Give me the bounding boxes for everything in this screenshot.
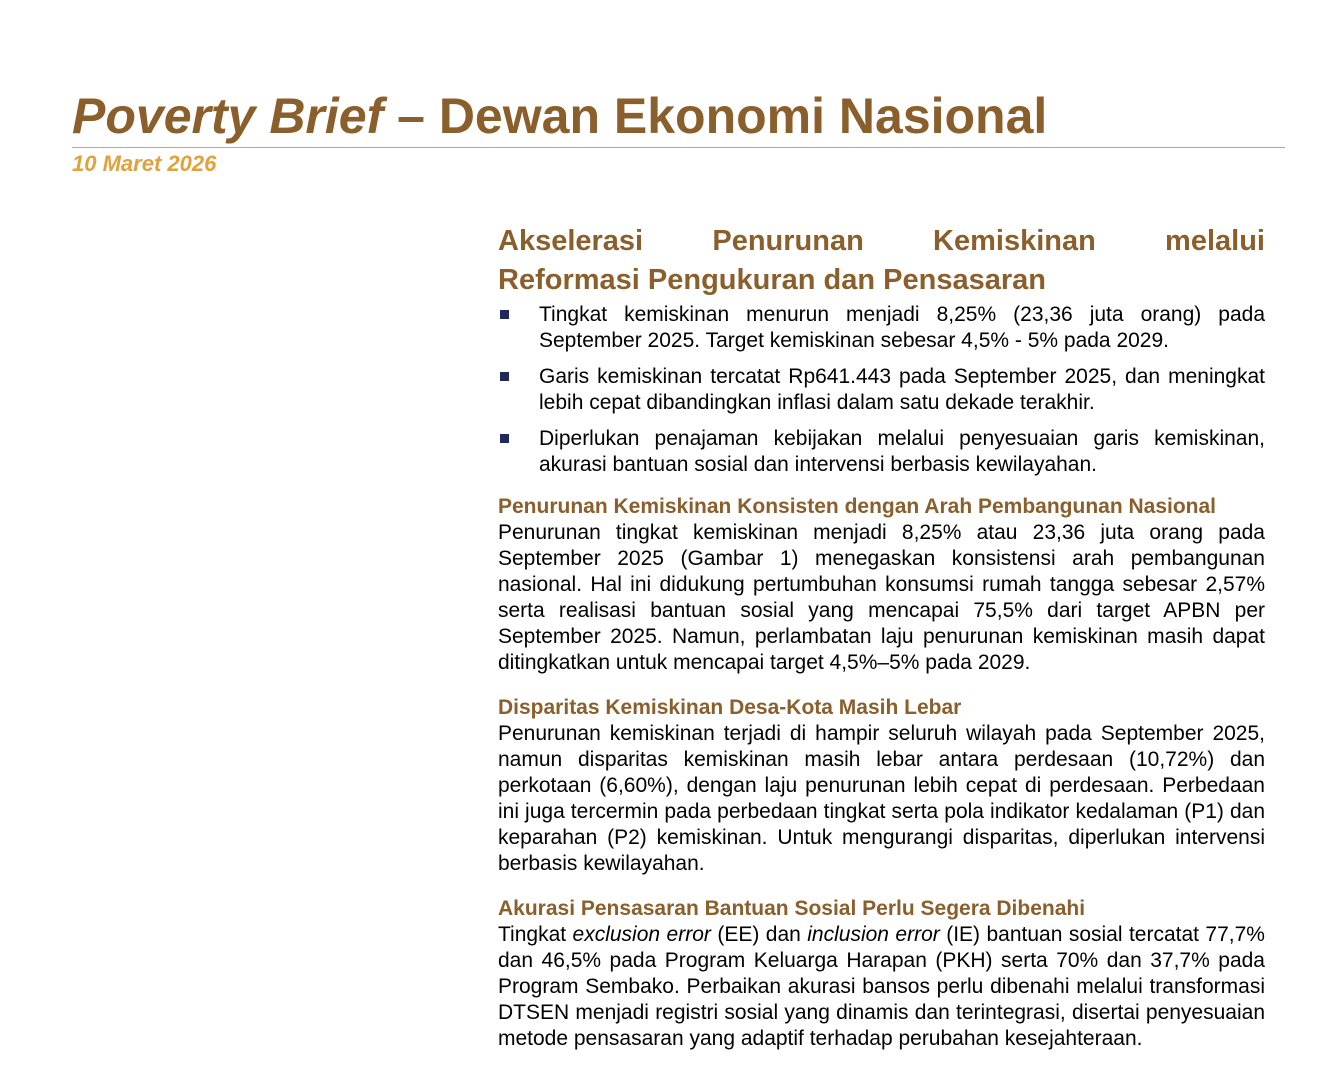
section-poverty-decline (498, 494, 1265, 676)
section-body-text: Tingkat (498, 923, 573, 946)
key-point-text: Tingkat kemiskinan menurun menjadi 8,25% (23,36 juta orang) pada September 2025. Target kemiskinan sebesar 4,5% - 5% pada 2029. (539, 303, 1265, 352)
section-body: Penurunan kemiskinan terjadi di hampir seluruh wilayah pada September 2025, namun disparitas kemiskinan masih lebar antara perdesaan (10,72%) dan perkotaan (6,60%), dengan laju penurunan lebih cepat di perdesaan. Perbedaan ini juga tercermin pada perbedaan tingkat serta pola indikator kedalaman (P1) dan keparahan (P2) kemiskinan. Untuk mengurangi disparitas, diperlukan intervensi berbasis kewilayahan. (498, 722, 1265, 875)
main-heading-line-2: Reformasi Pengukuran dan Pensasaran (498, 264, 1046, 296)
square-bullet-icon (500, 372, 509, 381)
section-body-term-inclusion: inclusion error (807, 923, 940, 946)
page-title-italic: Poverty Brief (72, 88, 384, 144)
key-points-list (498, 302, 1265, 478)
section-social-assistance-targeting (498, 896, 1265, 1052)
square-bullet-icon (500, 310, 509, 319)
key-point-text: Garis kemiskinan tercatat Rp641.443 pada September 2025, dan meningkat lebih cepat dibandingkan inflasi dalam satu dekade terakhir. (539, 365, 1265, 414)
section-title: Akurasi Pensasaran Bantuan Sosial Perlu Segera Dibenahi (498, 897, 1086, 920)
publication-date: 10 Maret 2026 (72, 151, 217, 176)
key-point (498, 426, 1265, 478)
section-body-text: (IE) bantuan sosial tercatat 77,7% dan 46,5% pada Program Keluarga Harapan (PKH) serta 70% dan 37,7% pada Program Sembako. Perbaikan akurasi bansos perlu dibenahi melalui transformasi DTSEN menjadi registri sosial yang dinamis dan terintegrasi, disertai penyesuaian metode pensasaran yang adaptif terhadap perubahan kesejahteraan. (498, 923, 1265, 1050)
section-body-term-exclusion: exclusion error (572, 923, 711, 946)
header-divider (72, 147, 1285, 148)
main-heading (498, 222, 1265, 300)
main-heading-line-1: Akselerasi Penurunan Kemiskinan melalui (498, 225, 1265, 257)
page-title-rest: – Dewan Ekonomi Nasional (383, 88, 1048, 144)
section-title: Disparitas Kemiskinan Desa-Kota Masih Lebar (498, 696, 962, 719)
key-point-text: Diperlukan penajaman kebijakan melalui penyesuaian garis kemiskinan, akurasi bantuan sosial dan intervensi berbasis kewilayahan. (539, 427, 1265, 476)
page-title (72, 86, 1047, 146)
section-body (498, 922, 1265, 1052)
key-point (498, 364, 1265, 416)
square-bullet-icon (500, 434, 509, 443)
section-body-text: (EE) dan (710, 923, 808, 946)
section-urban-rural-disparity (498, 695, 1265, 877)
section-title: Penurunan Kemiskinan Konsisten dengan Arah Pembangunan Nasional (498, 495, 1217, 518)
section-body: Penurunan tingkat kemiskinan menjadi 8,25% atau 23,36 juta orang pada September 2025 (Gambar 1) menegaskan konsistensi arah pembangunan nasional. Hal ini didukung pertumbuhan konsumsi rumah tangga sebesar 2,57% serta realisasi bantuan sosial yang mencapai 75,5% dari target APBN per September 2025. Namun, perlambatan laju penurunan kemiskinan masih dapat ditingkatkan untuk mencapai target 4,5%–5% pada 2029. (498, 521, 1265, 674)
main-column (498, 222, 1265, 1052)
key-point (498, 302, 1265, 354)
